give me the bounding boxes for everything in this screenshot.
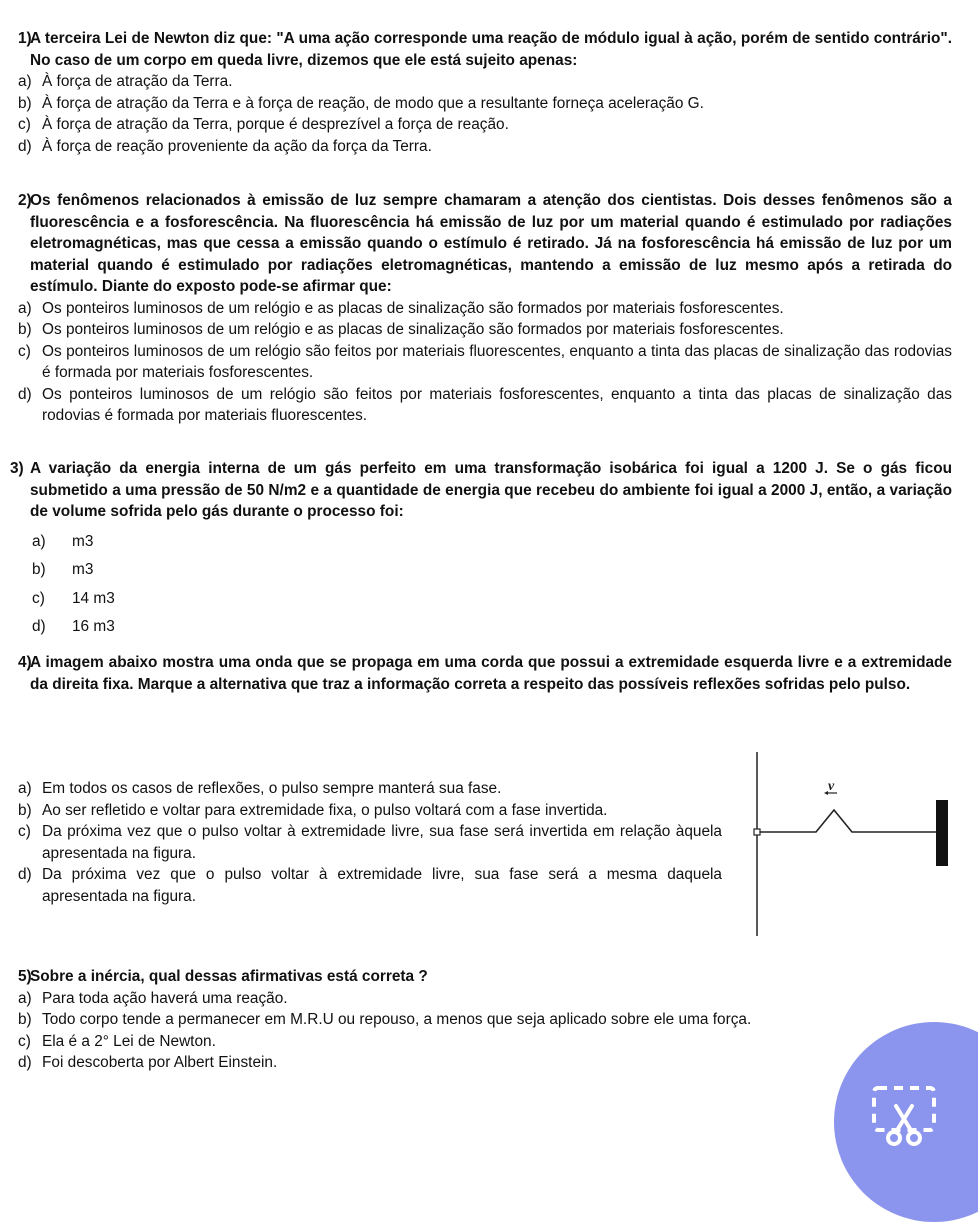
question-number: 2) (18, 192, 32, 209)
fixed-end-wall (936, 800, 948, 866)
option-a (0, 298, 960, 320)
option-text: 14 m3 (72, 589, 115, 607)
option-letter: b) (18, 321, 32, 338)
option-text: Os ponteiros luminosos de um relógio são feitos por materiais fluorescentes, enquanto a tinta das placas de sinalização das rodovias é formada por materiais fosforescentes. (42, 342, 952, 381)
option-d (0, 136, 960, 158)
option-text: m3 (72, 532, 94, 550)
question-stem (0, 28, 960, 71)
scissors-icon[interactable] (868, 1082, 940, 1148)
option-text: À força de atração da Terra, porque é desprezível a força de reação. (42, 116, 509, 133)
option-text: Os ponteiros luminosos de um relógio são feitos por materiais fosforescentes, enquanto a tinta das placas de sinalização das rodovias é formada por materiais fluorescentes. (42, 385, 952, 424)
option-d (0, 384, 960, 427)
option-letter: d) (18, 866, 32, 883)
option-text: Os ponteiros luminosos de um relógio e as placas de sinalização são formados por materiais fosforescentes. (42, 321, 784, 338)
option-b (0, 319, 960, 341)
option-c (0, 821, 730, 864)
question-stem (0, 190, 960, 298)
option-b (0, 1009, 960, 1031)
option-text: Todo corpo tende a permanecer em M.R.U ou repouso, a menos que seja aplicado sobre ele uma força. (42, 1011, 752, 1028)
question-stem (0, 652, 960, 695)
question-text: A imagem abaixo mostra uma onda que se propaga em uma corda que possui a extremidade esquerda livre e a extremidade da direita fixa. Marque a alternativa que traz a informação correta a respeito das possíveis reflexões sofridas pelo pulso. (30, 654, 952, 693)
question-3 (0, 458, 960, 642)
option-letter: a) (32, 532, 46, 550)
option-text: À força de atração da Terra. (42, 73, 233, 90)
option-b (0, 800, 730, 822)
option-letter: b) (32, 561, 46, 578)
free-end-ring (754, 829, 760, 835)
question-text: Sobre a inércia, qual dessas afirmativas está correta ? (30, 968, 428, 985)
option-c (0, 1031, 960, 1053)
option-letter: a) (18, 780, 32, 797)
option-text: Para toda ação haverá uma reação. (42, 989, 288, 1007)
option-letter: b) (18, 1011, 32, 1028)
question-4 (0, 652, 960, 695)
question-number: 1) (18, 30, 32, 47)
option-d (0, 1052, 960, 1074)
option-text: À força de reação proveniente da ação da força da Terra. (42, 137, 432, 155)
option-a (0, 528, 960, 557)
question-text: A terceira Lei de Newton diz que: "A uma ação corresponde uma reação de módulo igual à ação, porém de sentido contrário". No caso de um corpo em queda livre, dizemos que ele está sujeito apenas: (30, 30, 952, 69)
question-1 (0, 28, 960, 157)
option-letter: d) (18, 385, 32, 403)
option-d (0, 613, 960, 642)
option-letter: c) (18, 823, 31, 840)
question-4-options (0, 778, 730, 907)
option-letter: a) (18, 73, 32, 90)
option-letter: b) (18, 94, 32, 112)
option-a (0, 778, 730, 800)
option-text: 16 m3 (72, 618, 115, 635)
option-text: m3 (72, 561, 94, 578)
option-text: Em todos os casos de reflexões, o pulso sempre manterá sua fase. (42, 780, 502, 797)
velocity-label: v (828, 779, 835, 794)
option-text: À força de atração da Terra e à força de reação, de modo que a resultante forneça aceleração G. (42, 94, 704, 112)
option-text: Da próxima vez que o pulso voltar à extremidade livre, sua fase será invertida em relação àquela apresentada na figura. (42, 823, 722, 862)
velocity-arrow-head (824, 791, 828, 795)
question-text: A variação da energia interna de um gás perfeito em uma transformação isobárica foi igual a 1200 J. Se o gás ficou submetido a uma pressão de 50 N/m2 e a quantidade de energia que recebeu do ambiente foi igual a 2000 J, então, a variação de volume sofrida pelo gás durante o processo foi: (30, 460, 952, 520)
option-text: Ela é a 2° Lei de Newton. (42, 1032, 216, 1050)
option-letter: d) (18, 1054, 32, 1071)
option-letter: c) (32, 589, 45, 607)
question-number: 4) (18, 654, 32, 671)
question-2 (0, 190, 960, 427)
option-b (0, 93, 960, 115)
option-c (0, 341, 960, 384)
option-b (0, 556, 960, 585)
question-5 (0, 966, 960, 1074)
option-letter: d) (18, 137, 32, 155)
question-number: 5) (18, 968, 32, 985)
option-letter: c) (18, 342, 31, 360)
option-d (0, 864, 730, 907)
option-letter: c) (18, 116, 31, 133)
option-letter: b) (18, 801, 32, 819)
option-letter: c) (18, 1032, 31, 1050)
option-a (0, 71, 960, 93)
question-number: 3) (10, 460, 24, 477)
option-c (0, 114, 960, 136)
string-wave-diagram (736, 748, 978, 940)
option-text: Os ponteiros luminosos de um relógio e as placas de sinalização são formados por materiais fosforescentes. (42, 299, 784, 317)
question-text: Os fenômenos relacionados à emissão de luz sempre chamaram a atenção dos cientistas. Dois desses fenômenos são a fluorescência e a fosforescência. Na fluorescência há emissão de luz por um material quando é estimulado por radiações eletromagnéticas, mas que cessa a emissão quando o estímulo é retirado. Já na fosforescência há emissão de luz por um material quando é estimulado por radiações eletromagnéticas, mantendo a emissão de luz mesmo após a retirada do estímulo. Diante do exposto pode-se afirmar que: (30, 192, 952, 295)
option-letter: a) (18, 989, 32, 1007)
option-letter: a) (18, 299, 32, 317)
option-text: Ao ser refletido e voltar para extremidade fixa, o pulso voltará com a fase invertida. (42, 801, 608, 819)
option-a (0, 988, 960, 1010)
pulse-string (760, 810, 936, 832)
question-stem (0, 966, 960, 988)
option-text: Da próxima vez que o pulso voltar à extremidade livre, sua fase será a mesma daquela apresentada na figura. (42, 866, 722, 905)
option-text: Foi descoberta por Albert Einstein. (42, 1054, 278, 1071)
question-stem (0, 458, 960, 523)
option-letter: d) (32, 618, 46, 635)
option-c (0, 585, 960, 614)
